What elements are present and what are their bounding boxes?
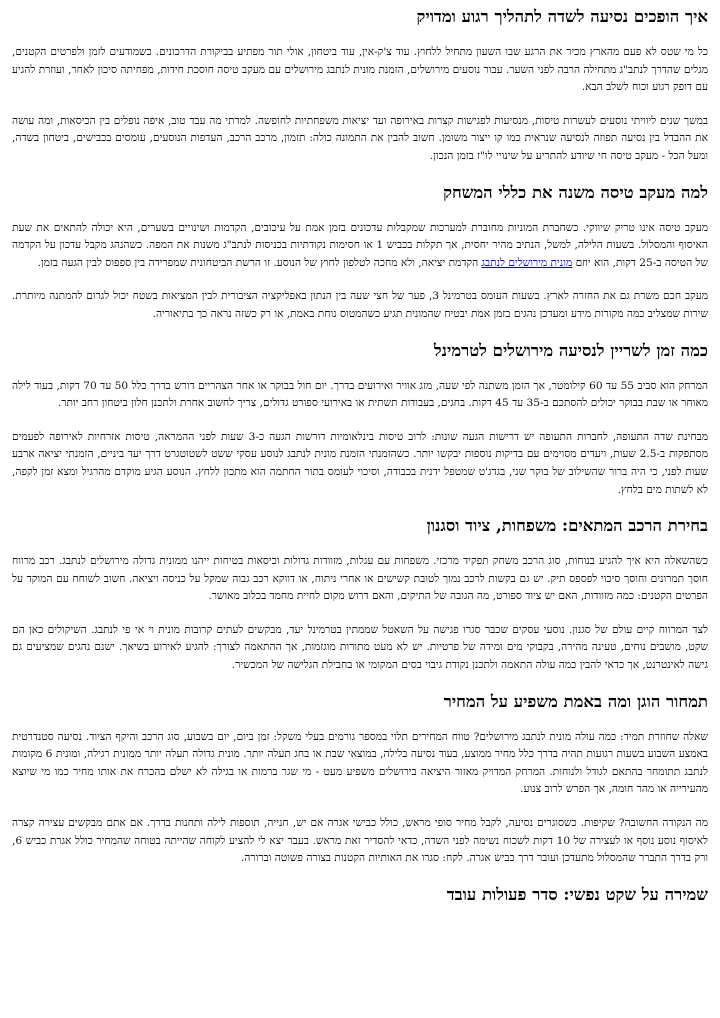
intro-paragraph-1: כל מי שטס לא פעם מהארץ מכיר את הרגע שבו השעון מתחיל ללחוץ. עוד צ'ק-אין, עוד ביטחון, אולי תור מפתיע בביקורת הדרכונים. כשמודעים לזמן ולפרטים הקטנים, מגלים שהדרך לנתב"ג מתחילה הרבה לפני השער. עבור נוסעים מירושלים, הזמנת מונית לנתבג מירושלים עם מעקב טיסה חוסכת חידות, מפחיתה סיכון לאחר, ועוזרת להגיע עם דופק רגוע וכוח לשלב הבא. [12,46,708,94]
section-heading-flight-tracking: למה מעקב טיסה משנה את כללי המשחק [443,182,708,202]
vehicle-choice-paragraph-2: לצד המרווח קיים עולם של סגנון. נוסעי עסקים שכבר סגרו פגישה על השאטל שממתין בטרמינל יעד, מבקשים לעתים קרובות מונית וי אי פי לנתבג. השיקולים כאן הם שקט, מושבים נוחים, טעינה מהירה, בקבוקי מים ומידה של פרטיות. יש לא מעט מתורות מוגזמות, אך ההתאמה לצורך: להגיע לאירוע בשיאך. ישנם נהגים שמציעים גם גישה לאינטרנט, אך כדאי להבין כמה עולה התאמה ולתכנן נקודת גיבוי בסים המקומי או בחבילת הגלישה של המכשיר. [12,623,708,672]
travel-time-paragraph-2: מבחינת שדה התעופה, לחברות התעופה יש דרישות הגעה שונות: לרוב טיסות בינלאומיות דורשות הגעה כ-3 שעות לפני ההמראה, טיסות אזרחיות לאירופה לפעמים מסתפקות ב-2.5 שעות, ויעדים מסוימים עם בדיקות נוספות יבקשו יותר. כשהזמנתי הזמנת מונית לנתבג לנוסע עסקי ששט לשטוטגרט דרך יעד ביניים, הזמנתי יציאה ארבע שעות לפני, כי היה ברור שהשילוב של בוקר שני, בגדג'ט שמטפל ידנית בכבודה, וסיכוי לעומס בתור החתמה הוא מתכון ללחץ. הנוסע הגיע מוקדם מהרגיל ומצא זמן לקפה, לא לשתות מים בלחץ. [12,430,708,496]
article-title: איך הופכים נסיעה לשדה לתהליך רגוע ומדויק [416,7,708,26]
travel-time-paragraph-1: המרחק הוא סביב 55 עד 60 קילומטר, אך הזמן משתנה לפי שעה, מזג אוויר ואירועים בדרך. יום חול בבוקר או אחר הצהריים דורש בדרך כלל 50 עד 70 דקות, בעוד לילה מאוחר או שבת בבוקר יכולים להסתכם ב-35 עד 45 דקות. בחגים, בעבודות תשתית או באירועי ספורט גדולים, צריך לחשוב אחרת ולתכנן חלון ביטחון רחב יותר. [12,379,708,410]
pricing-paragraph-2: מה הנקודה החשובה? שקיפות. כשסוגרים נסיעה, לקבל מחיר סופי מראש, כולל כבישי אגרה אם יש, חנייה, תוספות לילה ותחנות בדרך. אם אתם מבקשים עצירה קצרה לאיסוף נוסע נוסף או לעצירה של 10 דקות לשכוח נשימה לפני השדה, כדאי להסדיר זאת מראש. בעבר יצא לי להציע לקוחה שהייתה בטוחה שהמחיר כולל אגרת כביש 6, ורק בדרך התברר שהמסלול מתעדכן ועובר דרך כביש אגרה. לקח: סגרו את האותיות הקטנות בצורה פשוטה וברורה. [12,817,708,865]
flight-tracking-paragraph-1 [12,220,708,273]
section-heading-vehicle-choice: בחירת הרכב המתאים: משפחות, ציוד וסגנון [426,516,708,536]
pricing-paragraph-1: שאלה שחוזרת תמיד: כמה עולה מונית לנתבג מירושלים? טווח המחירים תלוי במספר גורמים בעלי משקל: זמן ביום, יום בשבוע, סוג הרכב והיקף הציוד. נסיעה סטנדרטית באמצע השבוע בשעות רגועות תהיה בדרך כלל מחיר ממוצע, בעוד נסיעה בלילה, במוצאי שבת או בחג תעלה יותר. מונית גדולה תעלה יותר ממונית רגילה, ומונית 6 מקומות לנתבג תתומחר בהתאם לגודל ולנוחות. המרחק המדויק מאזור היציאה בירושלים משפיע מעט - מי שגר ברמות או בגילה לא ישלם בהכרח את אותו מחיר כמו מי שיוצא מהעירייה או מהר חומה, אך הפרש לרוב צנוע. [12,730,709,796]
intro-paragraph-2: במשך שנים ליוויתי נוסעים לעשרות טיסות, מנסיעות לפגישות קצרות באירופה ועד יציאות משפחתיות לחופשה. למדתי מה עבד טוב, איפה נופלים בין הכיסאות, ומה עושה את ההבדל בין נסיעה תפוזה לנסיעה שנראית כמו קו ייצור משומן. חשוב להבין את התמונה כולה: תזמון, מרכב הרכב, העדפות הנוסעים, עומסים בכבישים, ביטחון בשדה, ומעל הכל - מעקב טיסה חי שיודע להתריע על שינויי לו"ז בזמן הנכון. [12,114,708,162]
vehicle-choice-paragraph-1: כשהשאלה היא איך להגיע בנוחות, סוג הרכב משחק תפקיד מרכזי. משפחות עם עגלות, מזוודות גדולות וכיסאות בטיחות ייהנו ממונית גדולה מירושלים לנתבג. רכב מרווח חוסך תמרונים וחוסך סיכוי לפספס תיק. יש גם בקשות לרכב נמוך לטובת קשישים או אחרי ניתוח, או דווקא רכב גבוה שמקל על כניסה ויציאה. חשוב לשוחח עם המוקד על הפרטים הקטנים: כמה מזוודות, האם יש ציוד ספורט, מה הגובה של התיקים, והאם דרוש מקום לחיית מחמד בכלוב מאושר. [12,555,708,603]
section-heading-travel-time: כמה זמן לשריין לנסיעה מירושלים לטרמינל [433,340,708,360]
flight-tracking-paragraph-2: מעקב חכם משרת גם את החזרה לארץ. בשעות העומס בטרמינל 3, פער של חצי שעה בין הנתון באפליקציה הציבורית לבין המציאות בשטח יכול לגרום להמתנה מיותרת. שירות שמצליב כמה מקורות מידע ומעדכן נהגים בזמן אמת יבטיח שהמונית תגיע כשהמטוס נוחת באמת, או רק כשזה נראה כך בתיאוריה. [12,290,709,320]
section-heading-peace-of-mind: שמירה על שקט נפשי: סדר פעולות עובד [446,884,708,904]
section-heading-pricing: תמחור הוגן ומה באמת משפיע על המחיר [443,691,708,711]
taxi-jerusalem-airport-link[interactable]: מונית מירושלים לנתבג [481,256,573,269]
paragraph-text: הקדמת יציאה, ולא מחכה לטלפון לחוץ של הנוסע. זו הרשת הביטחונית שמפרידה בין ספפוס לבין הגעה בזמן. [37,256,482,269]
paragraph-text: מעקב טיסה אינו טריק שיווקי. כשחברת המוניות מחוברת למערכות שמקבלות עדכונים בזמן אמת על עיכובים, הקדמות ושינויים בשערים, היא יכולה להתאים את שעת האיסוף והמסלול. בשעות הלילה, למשל, הנתיב מהיר יחסית, אך תקלות בכביש 1 או חסימות נקודתיות בכניסות לנתב"ג משנות את המפה. כשהנהג מקבל עדכון על הקדמה של הטיסה ב-25 דקות, הוא יוזם [12,221,709,269]
